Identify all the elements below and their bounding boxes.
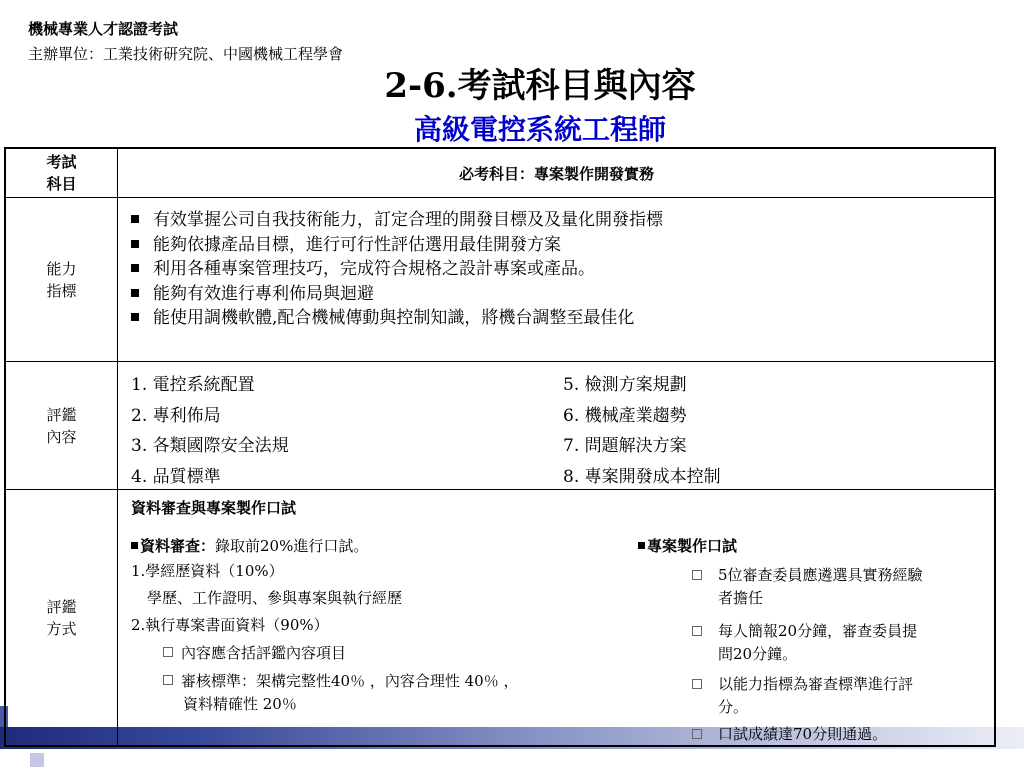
- page-subtitle: 高級電控系統工程師: [413, 113, 666, 146]
- review-title-label: 資料審查：: [140, 537, 216, 555]
- bullet-square-icon: [638, 542, 645, 549]
- review-title: [131, 535, 368, 556]
- oral-item: [692, 726, 714, 744]
- hollow-square-icon: [692, 679, 702, 689]
- review-sub-2-text: 審核標準：架構完整性40％ ，內容合理性 40％ ，: [181, 672, 519, 690]
- oral-item-text: 口試成績達70分則通過。: [718, 725, 888, 743]
- label-line: 方式: [46, 619, 77, 638]
- oral-item: [692, 567, 714, 585]
- oral-item: [692, 623, 714, 641]
- oral-item-line: 每人簡報20分鐘，審查委員提: [718, 622, 918, 640]
- eval-item: 7. 問題解決方案: [563, 436, 687, 456]
- eval-item: 2. 專利佈局: [131, 405, 221, 426]
- review-sub-2-cont: 資料精確性 20％: [183, 695, 297, 713]
- oral-item-line: 分。: [718, 698, 749, 716]
- oral-exam-title: [638, 535, 737, 556]
- exam-table: [4, 147, 996, 747]
- review-sub-1: [163, 642, 346, 663]
- eval-method-content: [119, 490, 994, 745]
- label-line: 指標: [46, 281, 77, 300]
- eval-content: [119, 362, 994, 489]
- header-org-title: 機械專業人才認證考試: [28, 20, 179, 38]
- list-item-text: 能使用調機軟體,配合機械傳動與控制知識，將機台調整至最佳化: [153, 308, 635, 328]
- hollow-square-icon: [163, 675, 173, 685]
- list-item-text: 利用各種專案管理技巧，完成符合規格之設計專案或產品。: [153, 259, 595, 279]
- hollow-square-icon: [692, 570, 702, 580]
- label-line: 能力: [46, 259, 77, 278]
- bullet-square-icon: [131, 264, 139, 272]
- review-item-1: 1.學經歷資料（10%）: [131, 562, 284, 580]
- review-sub-2: [163, 670, 518, 691]
- review-sub-1-text: 內容應含括評鑑內容項目: [181, 644, 347, 662]
- oral-item-text: [718, 620, 917, 666]
- list-item-text: 有效掌握公司自我技術能力，訂定合理的開發目標及及量化開發指標: [153, 210, 663, 230]
- eval-item: 4. 品質標準: [131, 466, 221, 487]
- competency-content: [119, 198, 994, 361]
- label-line: 考試: [46, 153, 77, 171]
- review-item-2: 2.執行專案書面資料（90%）: [131, 616, 329, 634]
- list-item: [131, 257, 663, 282]
- table-row-subject: [6, 149, 994, 198]
- label-line: 評鑑: [46, 597, 77, 616]
- bullet-square-icon: [131, 289, 139, 297]
- header-organizer: 主辦單位：工業技術研究院、中國機械工程學會: [28, 45, 344, 63]
- bullet-square-icon: [131, 240, 139, 248]
- eval-item: 8. 專案開發成本控制: [563, 466, 721, 487]
- label-eval-content: [6, 362, 118, 489]
- review-item-1-detail: 學歷、工作證明、參與專案與執行經歷: [147, 589, 403, 607]
- oral-item: [692, 676, 714, 694]
- list-item-text: 能夠依據產品目標，進行可行性評估選用最佳開發方案: [153, 234, 561, 255]
- bullet-square-icon: [131, 215, 139, 223]
- label-line: 內容: [46, 427, 77, 446]
- hollow-square-icon: [163, 647, 173, 657]
- list-item: [131, 233, 663, 258]
- list-item: [131, 282, 663, 307]
- hollow-square-icon: [692, 626, 702, 636]
- eval-item: 1. 電控系統配置: [131, 375, 255, 395]
- label-competency: [6, 198, 118, 361]
- hollow-square-icon: [692, 729, 702, 739]
- label-line: 評鑑: [46, 405, 77, 424]
- label-line: 科目: [46, 175, 77, 193]
- bullet-square-icon: [131, 313, 139, 321]
- oral-item-line: 5位審查委員應遴選具實務經驗: [718, 566, 923, 584]
- competency-list: [131, 208, 663, 331]
- subject-content: [119, 149, 994, 197]
- table-row-eval-content: [6, 362, 994, 490]
- review-title-text: 錄取前20%進行口試。: [215, 537, 369, 555]
- list-item-text: 能夠有效進行專利佈局與迴避: [153, 283, 374, 304]
- oral-item-text: [718, 673, 913, 719]
- page-title: 2-6.考試科目與內容: [384, 66, 696, 106]
- label-eval-method: [6, 490, 118, 745]
- oral-exam-title-text: 專案製作口試: [647, 537, 738, 555]
- oral-item-text: [718, 564, 923, 610]
- list-item: [131, 208, 663, 233]
- eval-method-heading: 資料審查與專案製作口試: [131, 499, 297, 517]
- eval-item: 6. 機械產業趨勢: [563, 405, 687, 426]
- oral-item-line: 問20分鐘。: [718, 645, 798, 663]
- bullet-square-icon: [131, 542, 138, 549]
- eval-item: 3. 各類國際安全法規: [131, 436, 289, 456]
- oral-item-line: 以能力指標為審查標準進行評: [718, 675, 914, 693]
- table-row-competency: [6, 198, 994, 362]
- decorative-square-small: [30, 753, 44, 767]
- oral-item-line: 者擔任: [718, 589, 764, 607]
- list-item: [131, 306, 663, 331]
- eval-item: 5. 檢測方案規劃: [563, 375, 687, 395]
- label-subject: [6, 149, 118, 197]
- table-row-eval-method: [6, 490, 994, 745]
- required-subject-text: 必考科目：專案製作開發實務: [458, 164, 654, 183]
